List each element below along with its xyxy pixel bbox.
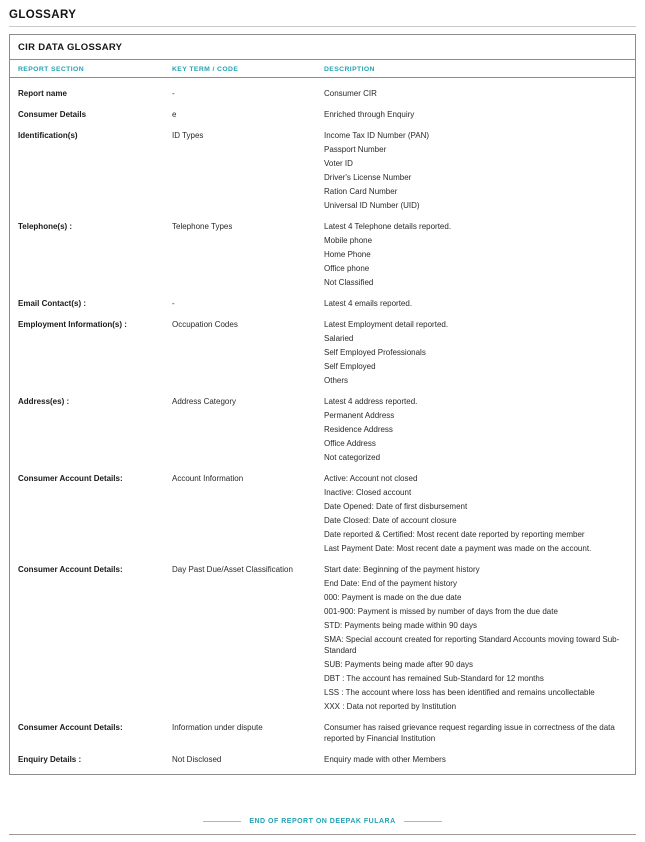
description-line: STD: Payments being made within 90 days: [324, 621, 477, 630]
description-cell: [324, 473, 627, 554]
table-row: [18, 564, 627, 712]
table-title: CIR DATA GLOSSARY: [10, 35, 635, 60]
description-cell: [324, 298, 627, 309]
table-row: [18, 754, 627, 765]
description-line: Date reported & Certified: Most recent date reported by reporting member: [324, 530, 585, 539]
table-row: [18, 396, 627, 463]
key-term-cell: Account Information: [172, 474, 244, 483]
description-line: Salaried: [324, 334, 354, 343]
table-row: [18, 298, 627, 309]
report-section-cell: Identification(s): [18, 131, 78, 140]
description-line: SUB: Payments being made after 90 days: [324, 660, 473, 669]
col-header-report-section: REPORT SECTION: [18, 66, 85, 73]
description-line: Ration Card Number: [324, 187, 398, 196]
description-line: Office phone: [324, 264, 370, 273]
description-cell: [324, 754, 627, 765]
description-cell: [324, 319, 627, 386]
description-line: Self Employed Professionals: [324, 348, 426, 357]
description-line: Voter ID: [324, 159, 353, 168]
description-cell: [324, 722, 627, 744]
description-cell: [324, 564, 627, 712]
description-cell: [324, 88, 627, 99]
description-line: LSS : The account where loss has been identified and remains uncollectable: [324, 688, 595, 697]
key-term-cell: ID Types: [172, 131, 204, 140]
description-line: Permanent Address: [324, 411, 395, 420]
description-line: Consumer CIR: [324, 89, 377, 98]
description-cell: [324, 109, 627, 120]
footer-divider-left: [203, 821, 241, 822]
key-term-cell: Occupation Codes: [172, 320, 238, 329]
footer-divider-right: [404, 821, 442, 822]
description-line: Driver's License Number: [324, 173, 412, 182]
key-term-cell: Address Category: [172, 397, 237, 406]
col-header-key-term: KEY TERM / CODE: [172, 66, 239, 73]
report-section-cell: Report name: [18, 89, 67, 98]
page-bottom-border: [9, 834, 636, 835]
key-term-cell: -: [172, 89, 175, 98]
description-cell: [324, 221, 627, 288]
description-cell: [324, 396, 627, 463]
description-line: DBT : The account has remained Sub-Standard for 12 months: [324, 674, 544, 683]
report-section-cell: Consumer Account Details:: [18, 565, 123, 574]
key-term-cell: -: [172, 299, 175, 308]
report-section-cell: Address(es) :: [18, 397, 70, 406]
report-section-cell: Consumer Account Details:: [18, 723, 123, 732]
description-line: Enquiry made with other Members: [324, 755, 446, 764]
description-cell: [324, 130, 627, 211]
table-row: [18, 88, 627, 99]
report-section-cell: Employment Information(s) :: [18, 320, 127, 329]
table-row: [18, 130, 627, 211]
description-line: Residence Address: [324, 425, 393, 434]
description-line: Office Address: [324, 439, 376, 448]
table-row: [18, 722, 627, 744]
description-line: Latest 4 emails reported.: [324, 299, 413, 308]
description-line: End Date: End of the payment history: [324, 579, 457, 588]
footer-text: END OF REPORT ON DEEPAK FULARA: [249, 818, 396, 825]
end-of-report-banner: [9, 818, 636, 825]
description-line: Self Employed: [324, 362, 376, 371]
page-title: GLOSSARY: [9, 9, 77, 21]
table-row: [18, 473, 627, 554]
col-header-description: DESCRIPTION: [324, 66, 375, 73]
description-line: Active: Account not closed: [324, 474, 418, 483]
description-line: Last Payment Date: Most recent date a payment was made on the account.: [324, 544, 592, 553]
key-term-cell: Telephone Types: [172, 222, 233, 231]
description-line: Home Phone: [324, 250, 371, 259]
description-line: Income Tax ID Number (PAN): [324, 131, 430, 140]
report-section-cell: Enquiry Details :: [18, 755, 82, 764]
report-section-cell: Consumer Details: [18, 110, 87, 119]
description-line: Consumer has raised grievance request regarding issue in correctness of the data reported by Financial Institution: [324, 723, 615, 743]
description-line: Enriched through Enquiry: [324, 110, 415, 119]
description-line: 001-900: Payment is missed by number of days from the due date: [324, 607, 558, 616]
table-header-row: [10, 60, 635, 78]
table-row: [18, 109, 627, 120]
description-line: Date Closed: Date of account closure: [324, 516, 457, 525]
description-line: Mobile phone: [324, 236, 373, 245]
description-line: Latest 4 address reported.: [324, 397, 418, 406]
description-line: SMA: Special account created for reporting Standard Accounts moving toward Sub-Standard: [324, 635, 620, 655]
description-line: Not Classified: [324, 278, 374, 287]
key-term-cell: Not Disclosed: [172, 755, 222, 764]
table-row: [18, 319, 627, 386]
report-footer: [9, 818, 636, 835]
description-line: Not categorized: [324, 453, 381, 462]
description-line: Latest Employment detail reported.: [324, 320, 449, 329]
description-line: XXX : Data not reported by Institution: [324, 702, 457, 711]
report-section-cell: Consumer Account Details:: [18, 474, 123, 483]
key-term-cell: Information under dispute: [172, 723, 263, 732]
glossary-table: [9, 34, 636, 775]
description-line: 000: Payment is made on the due date: [324, 593, 462, 602]
description-line: Date Opened: Date of first disbursement: [324, 502, 468, 511]
description-line: Others: [324, 376, 349, 385]
report-section-cell: Telephone(s) :: [18, 222, 73, 231]
description-line: Inactive: Closed account: [324, 488, 412, 497]
key-term-cell: e: [172, 110, 177, 119]
table-rows: [10, 78, 635, 774]
title-divider: [9, 26, 636, 27]
table-row: [18, 221, 627, 288]
description-line: Latest 4 Telephone details reported.: [324, 222, 452, 231]
key-term-cell: Day Past Due/Asset Classification: [172, 565, 293, 574]
report-section-cell: Email Contact(s) :: [18, 299, 87, 308]
description-line: Universal ID Number (UID): [324, 201, 420, 210]
description-line: Start date: Beginning of the payment history: [324, 565, 480, 574]
description-line: Passport Number: [324, 145, 387, 154]
